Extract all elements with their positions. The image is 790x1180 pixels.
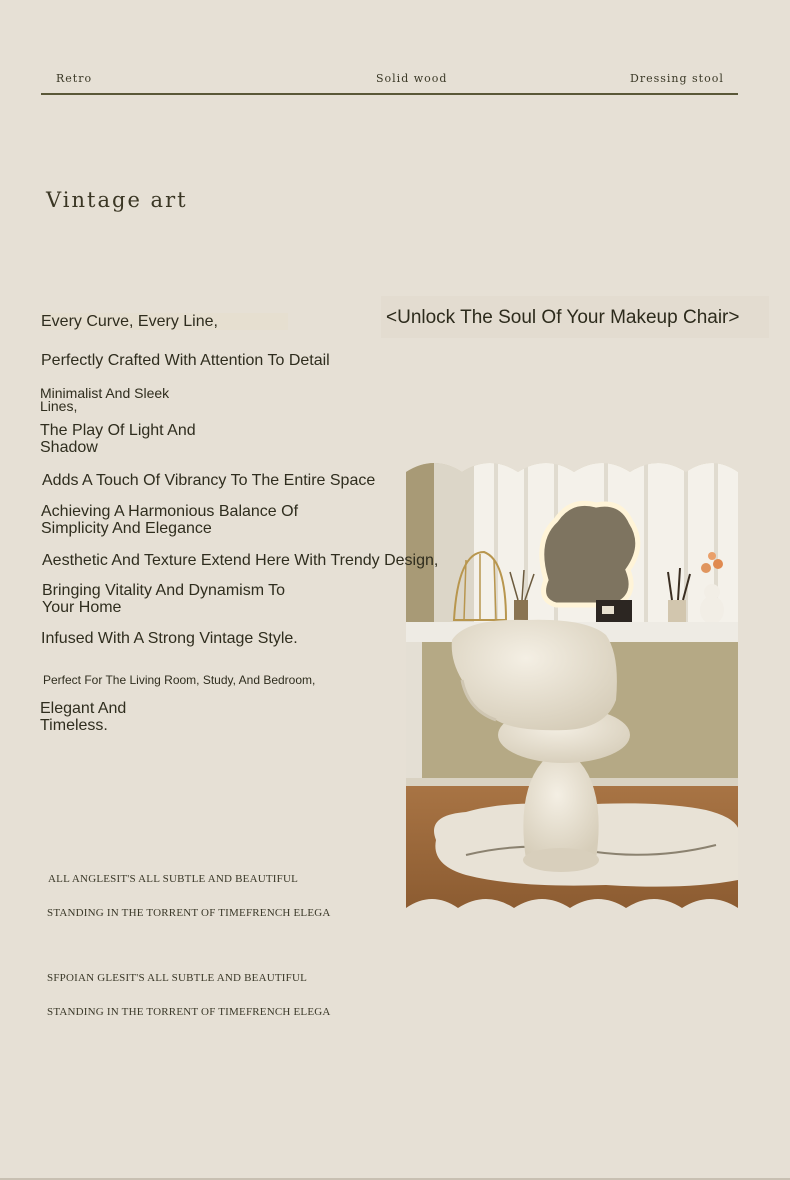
feature-elegant-b: Timeless.: [40, 717, 108, 734]
feature-perfect-for: Perfect For The Living Room, Study, And Bedroom,: [43, 673, 316, 687]
header-retro: Retro: [56, 72, 93, 85]
feature-vintage-style: Infused With A Strong Vintage Style.: [41, 630, 298, 647]
footer-line-2: STANDING IN THE TORRENT OF TIMEFRENCH ELEGA: [47, 907, 331, 919]
feature-minimalist-b: Lines,: [40, 398, 78, 414]
feature-vitality-a: Bringing Vitality And Dynamism To: [42, 582, 286, 599]
feature-vibrancy: Adds A Touch Of Vibrancy To The Entire Space: [42, 472, 376, 489]
feature-aesthetic: Aesthetic And Texture Extend Here With Trendy Design,: [42, 552, 439, 569]
feature-elegant-a: Elegant And: [40, 700, 127, 717]
feature-every-curve: Every Curve, Every Line,: [41, 313, 288, 330]
product-photo: [406, 460, 738, 918]
feature-balance-b: Simplicity And Elegance: [41, 520, 212, 537]
footer-line-3: SFPOIAN GLESIT'S ALL SUBTLE AND BEAUTIFUL: [47, 972, 308, 984]
footer-line-4: STANDING IN THE TORRENT OF TIMEFRENCH ELEGA: [47, 1006, 331, 1018]
feature-minimalist-a: Minimalist And Sleek: [40, 385, 170, 401]
header-divider: [41, 93, 738, 95]
feature-vitality-b: Your Home: [42, 599, 122, 616]
headline: <Unlock The Soul Of Your Makeup Chair>: [381, 296, 769, 338]
feature-light-shadow-b: Shadow: [40, 439, 98, 456]
footer-line-1: ALL ANGLESIT'S ALL SUBTLE AND BEAUTIFUL: [48, 873, 299, 885]
feature-perfectly-crafted: Perfectly Crafted With Attention To Detail: [41, 352, 330, 369]
page-title: Vintage art: [46, 188, 188, 212]
feature-balance-a: Achieving A Harmonious Balance Of: [41, 503, 299, 520]
feature-light-shadow-a: The Play Of Light And: [40, 422, 196, 439]
header-solid-wood: Solid wood: [376, 72, 448, 85]
header-dressing-stool: Dressing stool: [630, 72, 724, 85]
